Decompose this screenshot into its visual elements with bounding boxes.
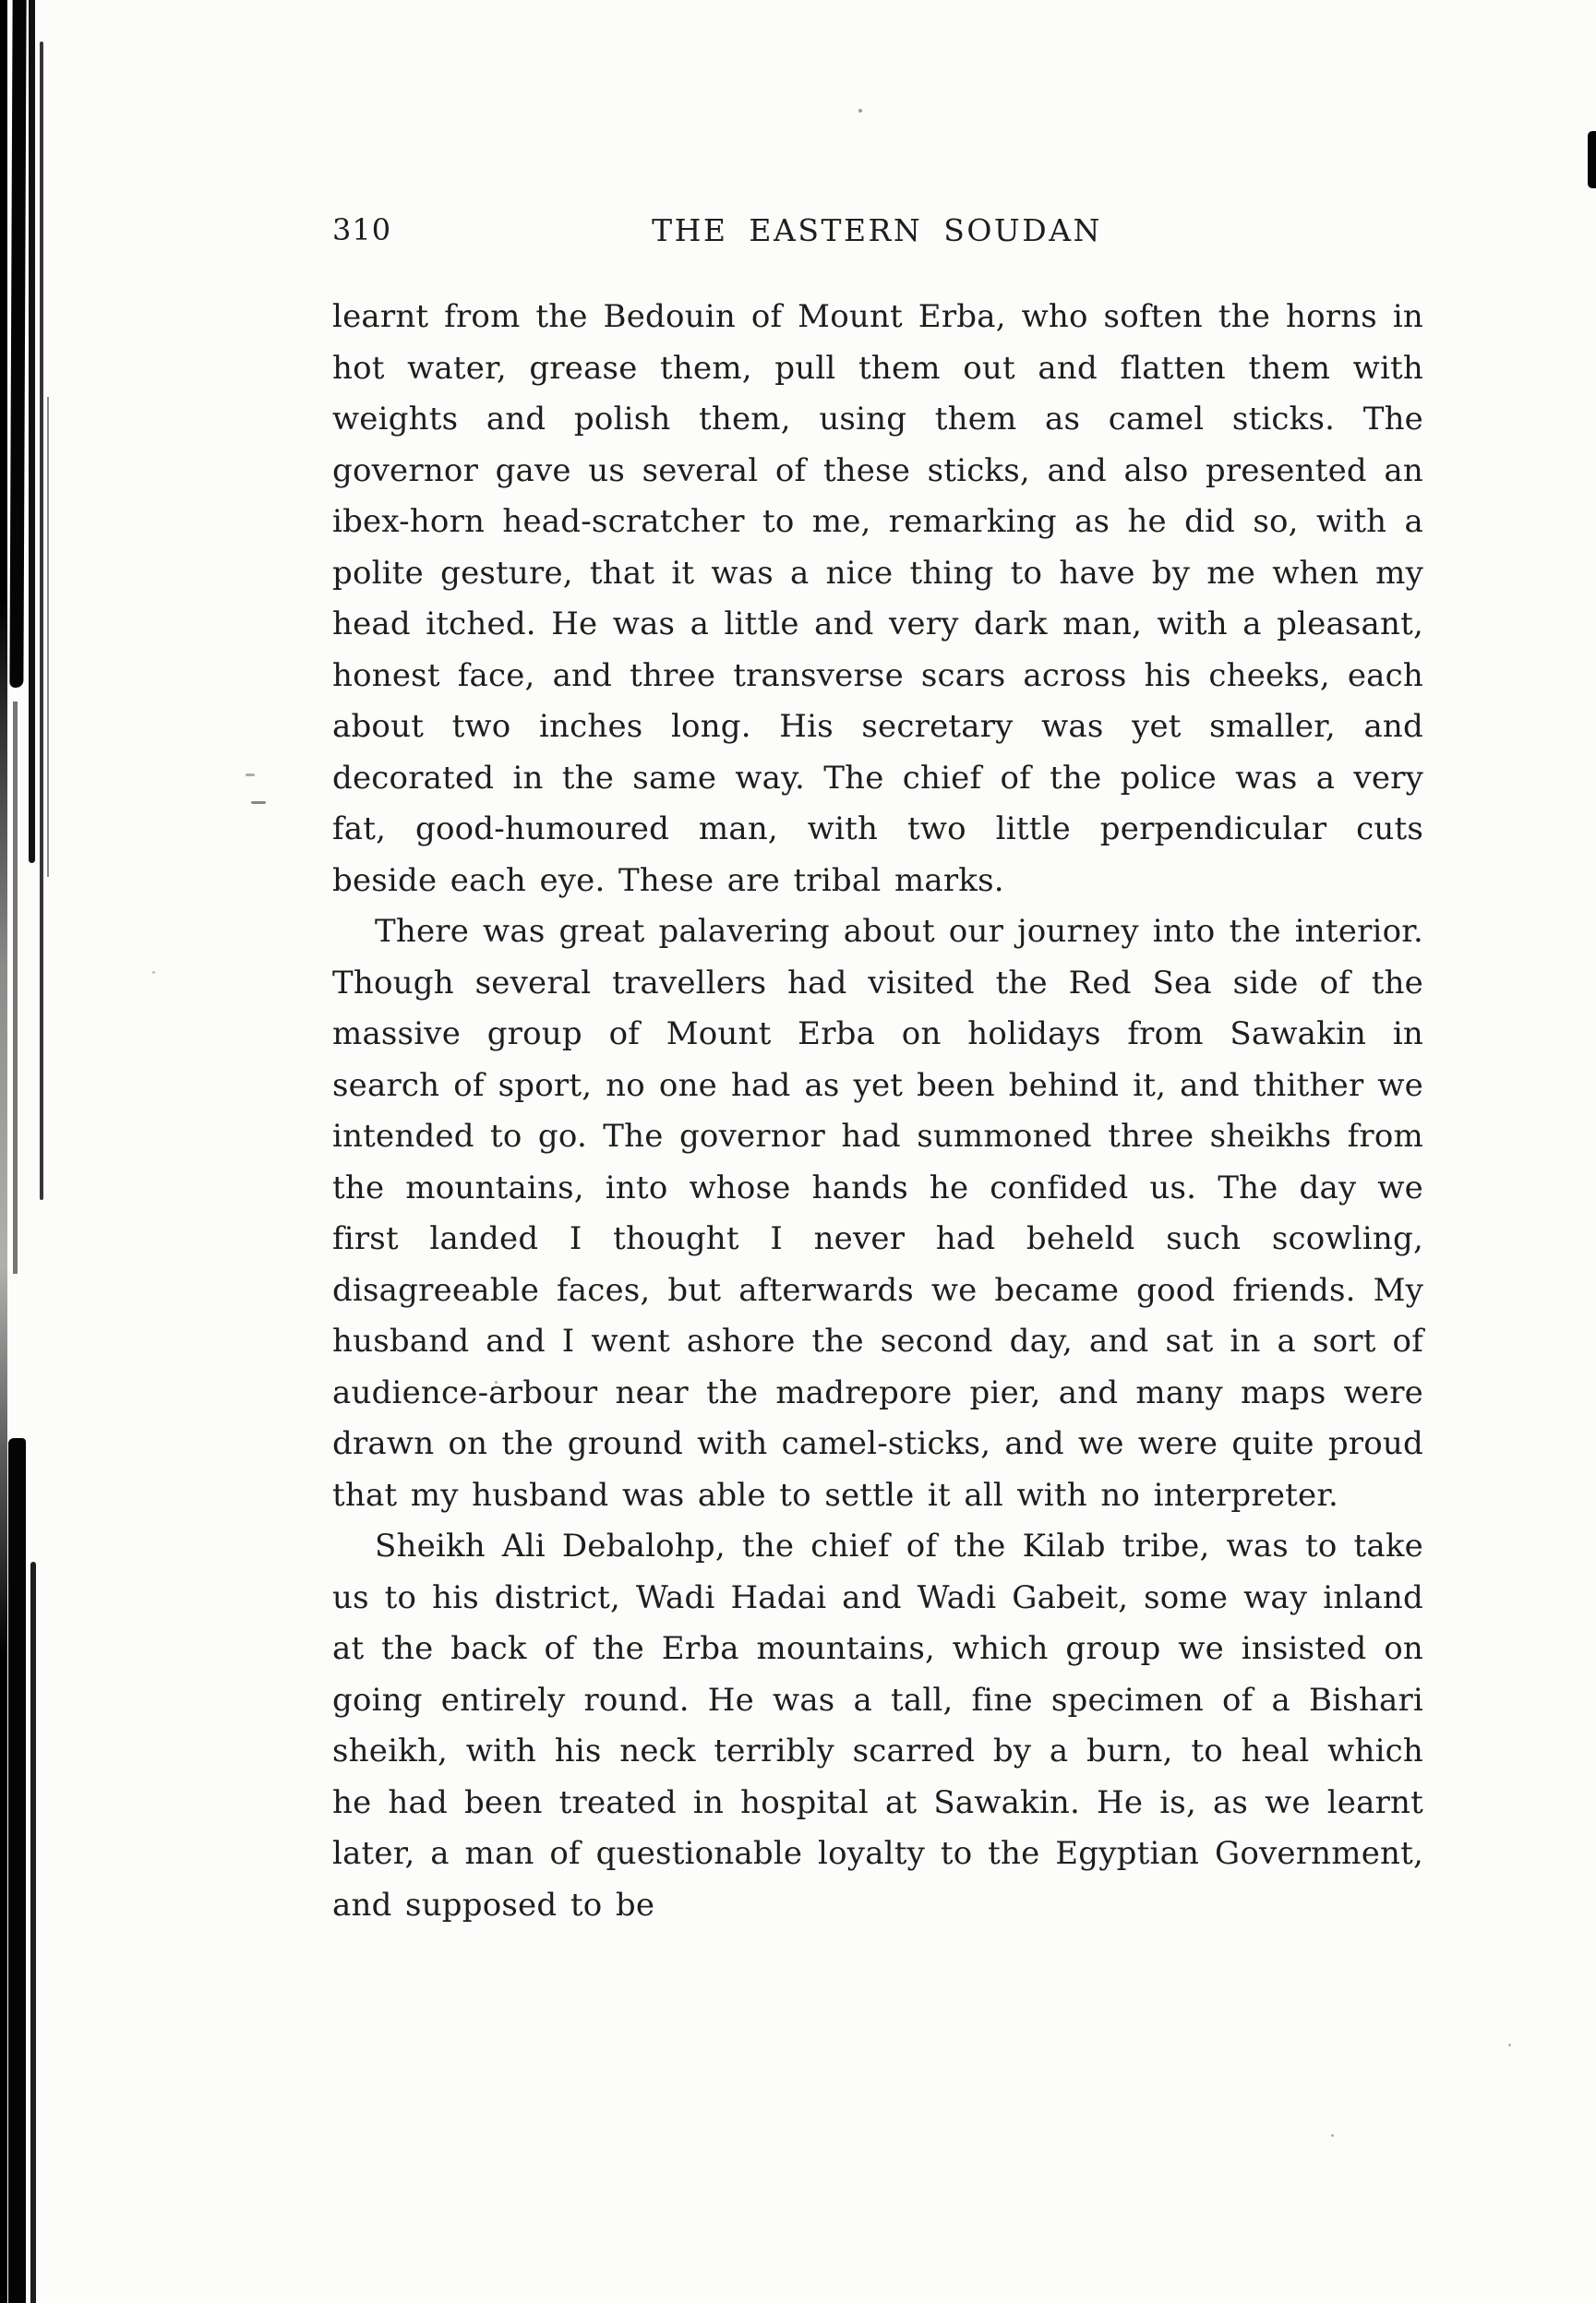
binding-stripe [30,1562,36,2303]
scan-speck [858,109,862,113]
binding-stripe [29,0,35,863]
binding-stripe [9,0,26,688]
scan-speck [1331,2134,1334,2137]
page-header [332,212,1422,257]
binding-stripe [8,1438,26,2303]
binding-stripe [40,42,43,1200]
binding-stripe [0,0,7,2303]
margin-dash-mark [246,774,255,776]
scan-speck [1508,2044,1511,2046]
binding-shadow [0,0,65,2303]
paragraph-continuation: learnt from the Bedouin of Mount Erba, who soften the horns in hot water, grease them, pull them out and flatten them with weights and polish them, using them as camel sticks. The governor gave us several of these sticks, and also presented an ibex-horn head-scratcher to me, remarking as he did so, with a polite gesture, that it was a nice thing to have by me when my head itched. He was a little and very dark man, with a pleasant, honest face, and three transverse scars across his cheeks, each about two inches long. His secretary was yet smaller, and decorated in the same way. The chief of the police was a very fat, good-humoured man, with two little perpendicular cuts beside each eye. These are tribal marks. [332,298,1423,899]
binding-stripe [47,397,49,877]
page-number: 310 [332,212,392,247]
paragraph: There was great palavering about our journey into the interior. Though several travellers had visited the Red Sea side of the massive group of Mount Erba on holidays from Sawakin in search of sport, no one had as yet been behind it, and thither we intended to go. The governor had summoned three sheikhs from the mountains, into whose hands he confided us. The day we first landed I thought I never had beheld such scowling, disagreeable faces, but afterwards we became good friends. My husband and I went ashore the second day, and sat in a sort of audience-arbour near the madrepore pier, and many maps were drawn on the ground with camel-sticks, and we were quite proud that my husband was able to settle it all with no interpreter. [332,913,1423,1514]
paragraph: Sheikh Ali Debalohp, the chief of the Kilab tribe, was to take us to his district, Wadi Hadai and Wadi Gabeit, some way inland at the back of the Erba mountains, which group we insisted on going entirely round. He was a tall, fine specimen of a Bishari sheikh, with his neck terribly scarred by a burn, to heal which he had been treated in hospital at Sawakin. He is, as we learnt later, a man of questionable loyalty to the Egyptian Government, and supposed to be [332,1528,1423,1924]
scan-speck [152,971,155,974]
margin-dash-mark [251,801,266,804]
binding-stripe [13,702,18,1274]
page-edge-mark [1588,131,1596,188]
page-text-block [332,292,1423,1931]
running-title: THE EASTERN SOUDAN [652,212,1102,248]
